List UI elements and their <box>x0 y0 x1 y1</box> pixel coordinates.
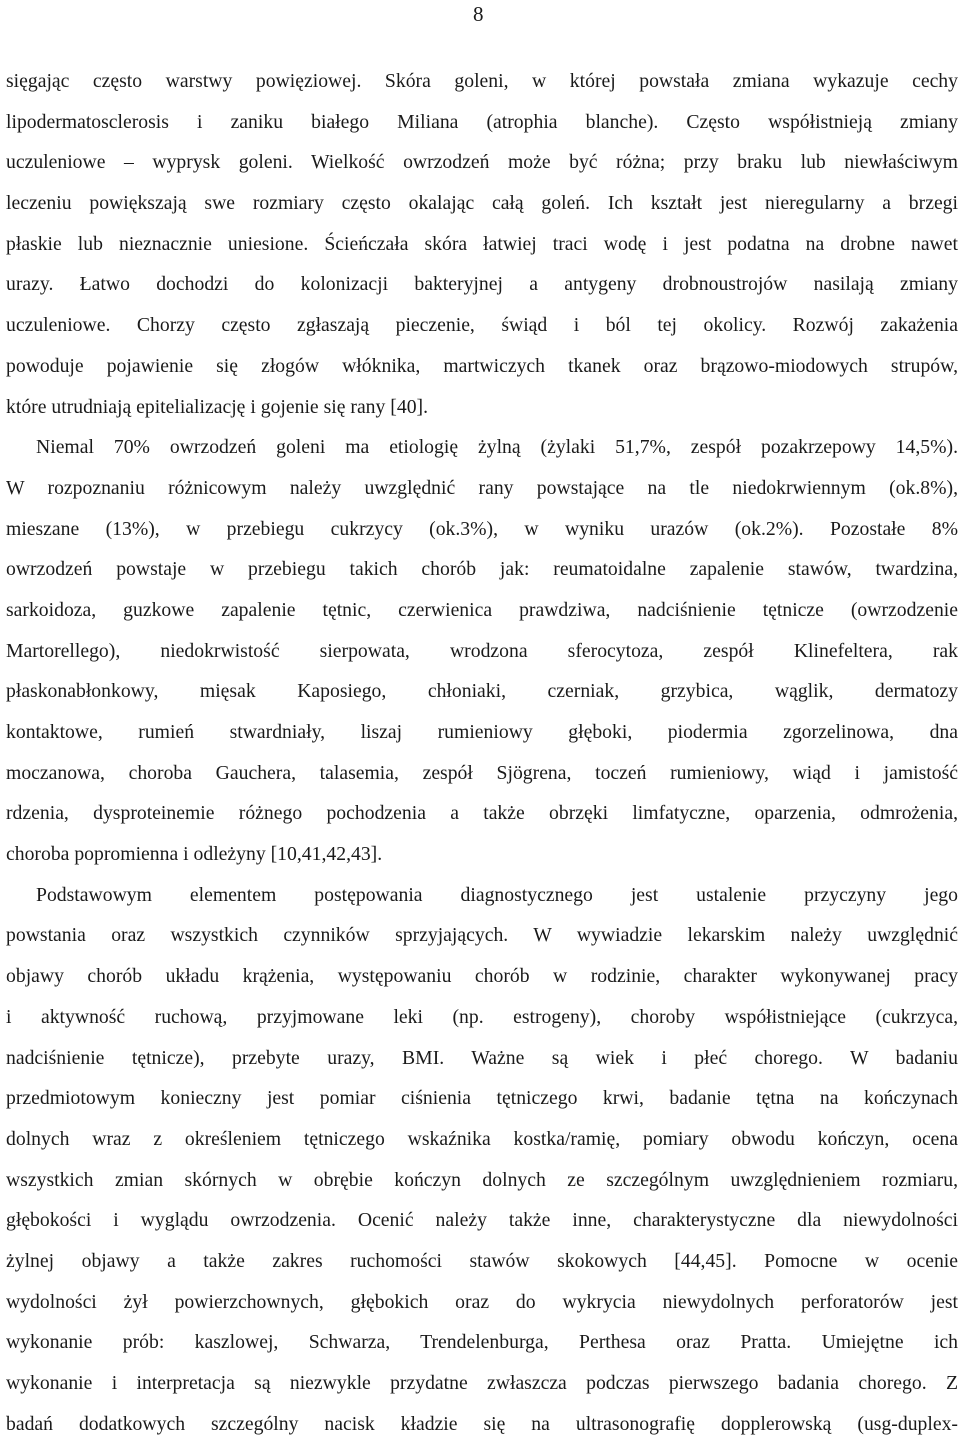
text-line: moczanowa, choroba Gauchera, talasemia, zespół Sjögrena, toczeń rumieniowy, wiąd i jamistość <box>6 761 958 784</box>
text-line: rdzenia, dysproteinemie różnego pochodzenia a także obrzęki limfatyczne, oparzenia, odmrożenia, <box>6 802 958 825</box>
text-line: płaskie lub nieznacznie uniesione. Ścieńczała skóra łatwiej traci wodę i jest podatna na drobne nawet <box>6 232 958 255</box>
text-line: dolnych wraz z określeniem tętniczego wskaźnika kostka/ramię, pomiary obwodu kończyn, ocena <box>6 1127 958 1150</box>
text-line: przedmiotowym konieczny jest pomiar ciśnienia tętniczego krwi, badanie tętna na kończynach <box>6 1087 958 1110</box>
text-line: głębokości i wyglądu owrzodzenia. Ocenić należy także inne, charakterystyczne dla niewydolności <box>6 1209 958 1232</box>
text-line: owrzodzeń powstaje w przebiegu takich chorób jak: reumatoidalne zapalenie stawów, twardzina, <box>6 558 958 581</box>
paragraph-first-line: Podstawowym elementem postępowania diagnostycznego jest ustalenie przyczyny jego <box>36 883 958 906</box>
text-line: powstania oraz wszystkich czynników sprzyjających. W wywiadzie lekarskim należy uwzględnić <box>6 924 958 947</box>
text-line: sięgając często warstwy powięziowej. Skóra goleni, w której powstała zmiana wykazuje cechy <box>6 70 958 92</box>
page-number: 8 <box>473 2 484 26</box>
text-line: choroba popromienna i odleżyny [10,41,42,43]. <box>6 843 383 866</box>
text-line: wykonanie prób: kaszlowej, Schwarza, Trendelenburga, Perthesa oraz Pratta. Umiejętne ich <box>6 1331 958 1354</box>
text-line: leczeniu powiększają swe rozmiary często okalając całą goleń. Ich kształt jest nieregularny a brzegi <box>6 192 958 215</box>
text-line: uczuleniowe – wyprysk goleni. Wielkość owrzodzeń może być różna; przy braku lub niewłaściwym <box>6 151 958 174</box>
text-line: mieszane (13%), w przebiegu cukrzycy (ok.3%), w wyniku urazów (ok.2%). Pozostałe 8% <box>6 517 958 540</box>
text-line: i aktywność ruchową, przyjmowane leki (np. estrogeny), choroby współistniejące (cukrzyca, <box>6 1005 958 1028</box>
text-line: żylnej objawy a także zakres ruchomości stawów skokowych [44,45]. Pomocne w ocenie <box>6 1249 958 1272</box>
text-line: W rozpoznaniu różnicowym należy uwzględnić rany powstające na tle niedokrwiennym (ok.8%), <box>6 476 958 499</box>
text-line: sarkoidoza, guzkowe zapalenie tętnic, czerwienica prawdziwa, nadciśnienie tętnicze (owrzodzenie <box>6 598 958 621</box>
text-line: wszystkich zmian skórnych w obrębie kończyn dolnych ze szczególnym uwzględnieniem rozmiaru, <box>6 1168 958 1191</box>
paragraph-first-line: Niemal 70% owrzodzeń goleni ma etiologię żylną (żylaki 51,7%, zespół pozakrzepowy 14,5%). <box>36 436 958 459</box>
text-line: uczuleniowe. Chorzy często zgłaszają pieczenie, świąd i ból tej okolicy. Rozwój zakażenia <box>6 314 958 337</box>
text-line: wydolności żył powierzchownych, głębokich oraz do wykrycia niewydolnych perforatorów jest <box>6 1290 958 1313</box>
text-line: wykonanie i interpretacja są niezwykle przydatne zwłaszcza podczas pierwszego badania chorego. Z <box>6 1372 958 1394</box>
text-line: objawy chorób układu krążenia, występowaniu chorób w rodzinie, charakter wykonywanej pracy <box>6 965 958 988</box>
text-line: powoduje pojawienie się złogów włóknika, martwiczych tkanek oraz brązowo-miodowych strupów, <box>6 354 958 377</box>
text-line: które utrudniają epitelializację i gojenie się rany [40]. <box>6 395 429 418</box>
text-line: płaskonabłonkowy, mięsak Kaposiego, chłoniaki, czerniak, grzybica, wąglik, dermatozy <box>6 680 958 703</box>
text-line: urazy. Łatwo dochodzi do kolonizacji bakteryjnej a antygeny drobnoustrojów nasilają zmiany <box>6 273 958 296</box>
document-body <box>6 61 958 1444</box>
text-line: nadciśnienie tętnicze), przebyte urazy, BMI. Ważne są wiek i płeć chorego. W badaniu <box>6 1046 958 1069</box>
text-line: lipodermatosclerosis i zaniku białego Miliana (atrophia blanche). Często współistnieją zmiany <box>6 110 958 133</box>
text-line: kontaktowe, rumień stwardniały, liszaj rumieniowy głęboki, piodermia zgorzelinowa, dna <box>6 721 958 743</box>
text-line: Martorellego), niedokrwistość sierpowata, wrodzona sferocytoza, zespół Klinefeltera, rak <box>6 639 958 662</box>
text-line: badań dodatkowych szczególny nacisk kładzie się na ultrasonografię dopplerowską (usg-duplex- <box>6 1412 958 1435</box>
